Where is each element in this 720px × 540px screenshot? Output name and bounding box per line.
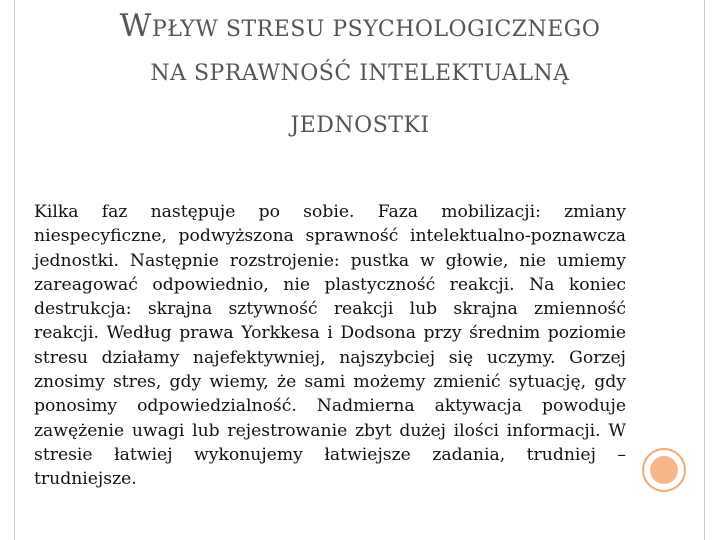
decorative-circle-fill [650,456,678,484]
title-line-2: NA SPRAWNOŚĆ INTELEKTUALNĄ [150,61,570,86]
title-line-3: JEDNOSTKI [290,113,430,138]
decorative-circle [642,448,686,492]
title-initial: W [119,8,152,44]
body-paragraph: Kilka faz następuje po sobie. Faza mobilizacji: zmiany niespecyficzne, podwyższona sprawność intelektualno-poznawcza jednostki. Następnie rozstrojenie: pustka w głowie, nie umiemy zareagować odpowiednio, nie plastyczność reakcji. Na koniec destrukcja: skrajna sztywność reakcji lub skrajna zmienność reakcji. Według prawa Yorkkesa i Dodsona przy średnim poziomie stresu działamy najefektywniej, najszybciej się uczymy. Gorzej znosimy stres, gdy wiemy, że sami możemy zmienić sytuację, gdy ponosimy odpowiedzialność. Nadmierna aktywacja powoduje zawężenie uwagi lub rejestrowanie zbyt dużej ilości informacji. W stresie łatwiej wykonujemy łatwiejsze zadania, trudniej – trudniejsze. [34,202,626,490]
title-line-1 [0,8,720,44]
title-line-1-text: PŁYW STRESU PSYCHOLOGICZNEGO [151,17,601,42]
slide-title [0,8,720,138]
